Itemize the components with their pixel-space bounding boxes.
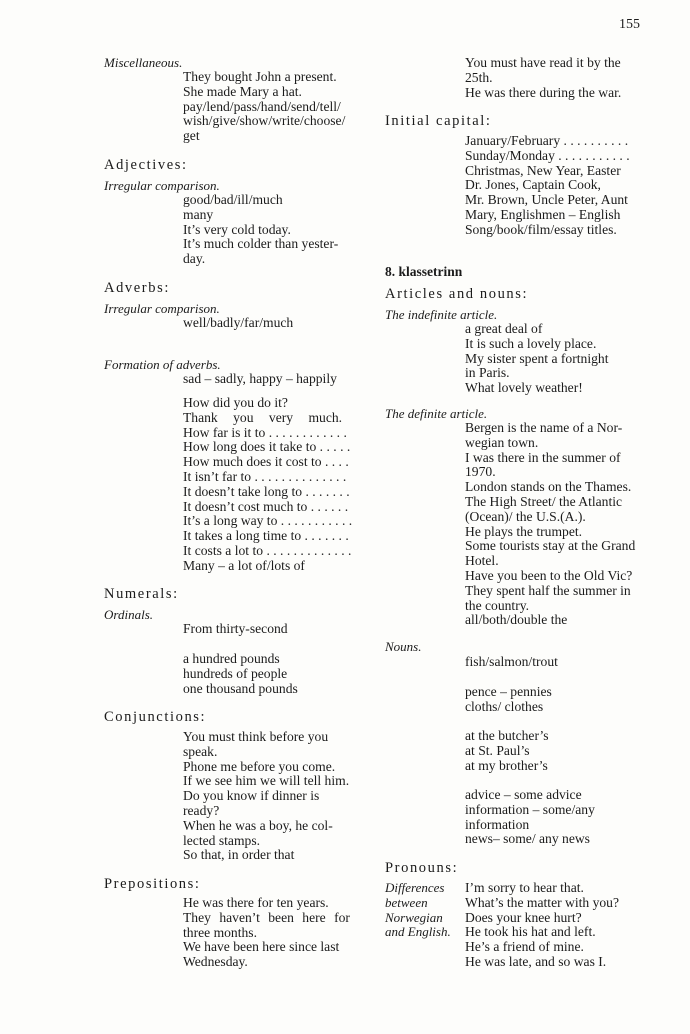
example-line: He’s a friend of mine. — [465, 939, 584, 955]
example-line: Thank you very much. — [183, 409, 343, 425]
differences-line: Norwegian — [385, 909, 443, 925]
differences-line: Differences — [385, 880, 445, 895]
conjunctions-heading: Conjunctions: — [104, 709, 207, 725]
date-examples — [465, 56, 645, 100]
example-line: Many – a lot of/lots of — [183, 557, 305, 573]
example-line: Does your knee hurt? — [465, 909, 582, 925]
prepositions-heading: Prepositions: — [104, 876, 201, 892]
nouns-label: Nouns. — [385, 639, 422, 654]
example-line: I’m sorry to hear that. — [465, 880, 584, 895]
question-phrases — [183, 396, 361, 574]
example-line: fish/salmon/trout — [465, 654, 558, 669]
example-line: It takes a long time to . . . . . . . — [183, 528, 349, 544]
articles-heading: Articles and nouns: — [385, 286, 529, 302]
example-line: It’s a long way to . . . . . . . . . . . — [183, 513, 353, 529]
example-line: Mr. Brown, Uncle Peter, Aunt — [465, 192, 628, 208]
capital-examples — [465, 134, 645, 238]
example-line: at my brother’s — [465, 757, 548, 773]
example-line: pay/lend/pass/hand/send/tell/ — [183, 98, 341, 114]
example-line: He was there for ten years. — [183, 895, 329, 910]
example-line: It doesn’t cost much to . . . . . . — [183, 498, 349, 514]
example-line: pence – pennies — [465, 684, 552, 699]
example-line: They bought John a present. — [183, 69, 337, 84]
example-line: three months. — [183, 924, 257, 940]
example-line: 25th. — [465, 69, 493, 85]
page-number: 155 — [619, 17, 640, 32]
example-line: So that, in order that — [183, 847, 295, 863]
adverbs-heading: Adverbs: — [104, 280, 170, 296]
example-line: Mary, Englishmen – English — [465, 206, 621, 222]
example-line: wegian town. — [465, 434, 539, 450]
example-line: How long does it take to . . . . . — [183, 439, 351, 455]
misc-examples — [183, 70, 361, 144]
example-line: It is such a lovely place. — [465, 335, 597, 351]
example-line: advice – some advice — [465, 787, 582, 802]
example-line: When he was a boy, he col- — [183, 817, 333, 833]
example-line: January/February . . . . . . . . . . — [465, 133, 629, 148]
example-line: day. — [183, 251, 206, 267]
example-line: We have been here since last — [183, 939, 340, 955]
example-line: speak. — [183, 743, 218, 759]
example-line: Song/book/film/essay titles. — [465, 221, 617, 237]
preposition-examples — [183, 896, 361, 970]
example-line: How far is it to . . . . . . . . . . . . — [183, 424, 347, 440]
example-line: It’s very cold today. — [183, 221, 291, 237]
example-line: news– some/ any news — [465, 831, 590, 847]
nouns-group-4 — [465, 788, 595, 847]
example-line: What lovely weather! — [465, 380, 583, 396]
adjective-examples — [183, 193, 361, 267]
example-line: Hotel. — [465, 553, 499, 569]
example-line: Christmas, New Year, Easter — [465, 162, 621, 178]
adjectives-heading: Adjectives: — [104, 157, 188, 173]
example-line: in Paris. — [465, 365, 510, 381]
example-line: They spent half the summer in — [465, 582, 631, 598]
example-line: What’s the matter with you? — [465, 894, 620, 910]
example-line: She made Mary a hat. — [183, 83, 302, 99]
numerals-heading: Numerals: — [104, 586, 179, 602]
example-line: a hundred pounds — [183, 651, 280, 666]
example-line: He was late, and so was I. — [465, 953, 607, 969]
example-line: Wednesday. — [183, 954, 248, 970]
numeral-examples — [183, 652, 298, 696]
adv-irregular-label: Irregular comparison. — [104, 301, 220, 316]
example-line: Sunday/Monday . . . . . . . . . . . — [465, 147, 630, 163]
example-line: London stands on the Thames. — [465, 479, 632, 495]
example-line: 1970. — [465, 464, 496, 480]
example-line: lected stamps. — [183, 832, 261, 848]
example-line: It costs a lot to . . . . . . . . . . . . . — [183, 542, 352, 558]
example-line: get — [183, 128, 200, 144]
example-line: You must think before you — [183, 729, 329, 744]
indefinite-examples — [465, 322, 645, 396]
nouns-group-1 — [465, 655, 558, 670]
example-line: all/both/double the — [465, 612, 568, 628]
example-line: Have you been to the Old Vic? — [465, 567, 633, 583]
example-line: He plays the trumpet. — [465, 523, 583, 539]
example-line: at the butcher’s — [465, 728, 549, 743]
example-line: well/badly/far/much — [183, 315, 294, 330]
example-line: It isn’t far to . . . . . . . . . . . . . . — [183, 468, 347, 484]
ordinals-label: Ordinals. — [104, 607, 153, 622]
example-line: many — [183, 206, 214, 222]
example-line: The High Street/ the Atlantic — [465, 493, 623, 509]
example-line: Bergen is the name of a Nor- — [465, 420, 623, 435]
formation-label: Formation of adverbs. — [104, 357, 221, 372]
example-line: ready? — [183, 802, 220, 818]
example-line: at St. Paul’s — [465, 742, 530, 758]
example-line: Do you know if dinner is — [183, 788, 320, 804]
misc-label: Miscellaneous. — [104, 55, 183, 70]
example-line: It doesn’t take long to . . . . . . . — [183, 483, 350, 499]
definite-label: The definite article. — [385, 406, 488, 421]
differences-line: and English. — [385, 924, 451, 940]
example-line: Phone me before you come. — [183, 758, 336, 774]
grade-heading: 8. klassetrinn — [385, 264, 463, 279]
adj-irregular-label: Irregular comparison. — [104, 178, 220, 193]
example-line: good/bad/ill/much — [183, 192, 283, 207]
pronouns-heading: Pronouns: — [385, 860, 459, 876]
initial-capital-heading: Initial capital: — [385, 113, 492, 129]
example-line: wish/give/show/write/choose/ — [183, 113, 346, 129]
example-line: He took his hat and left. — [465, 924, 596, 940]
example-line: hundreds of people — [183, 665, 288, 681]
example-line: Dr. Jones, Captain Cook, — [465, 177, 601, 193]
formation-examples — [183, 372, 337, 387]
indefinite-label: The indefinite article. — [385, 307, 498, 322]
nouns-group-3 — [465, 729, 549, 773]
definite-examples — [465, 421, 645, 628]
pronoun-examples — [465, 881, 645, 970]
example-line: one thousand pounds — [183, 680, 298, 696]
adverb-examples — [183, 316, 293, 331]
differences-label — [385, 881, 451, 940]
example-line: They haven’t been here for — [183, 909, 350, 925]
example-line: From thirty-second — [183, 621, 288, 636]
example-line: sad – sadly, happy – happily — [183, 371, 337, 386]
example-line: He was there during the war. — [465, 84, 622, 100]
example-line: If we see him we will tell him. — [183, 773, 350, 789]
example-line: How much does it cost to . . . . — [183, 454, 349, 470]
example-line: cloths/ clothes — [465, 698, 544, 714]
example-line: the country. — [465, 597, 530, 613]
example-line: I was there in the summer of — [465, 449, 621, 465]
example-line: a great deal of — [465, 321, 543, 336]
ordinal-examples — [183, 622, 288, 637]
example-line: Some tourists stay at the Grand — [465, 538, 636, 554]
example-line: How did you do it? — [183, 395, 288, 410]
example-line: (Ocean)/ the U.S.(A.). — [465, 508, 586, 524]
example-line: You must have read it by the — [465, 55, 621, 70]
example-line: information — [465, 816, 530, 832]
differences-line: between — [385, 894, 428, 910]
nouns-group-2 — [465, 685, 552, 715]
example-line: information – some/any — [465, 801, 595, 817]
example-line: My sister spent a fortnight — [465, 350, 609, 366]
example-line: It’s much colder than yester- — [183, 236, 339, 252]
conjunction-examples — [183, 730, 361, 863]
